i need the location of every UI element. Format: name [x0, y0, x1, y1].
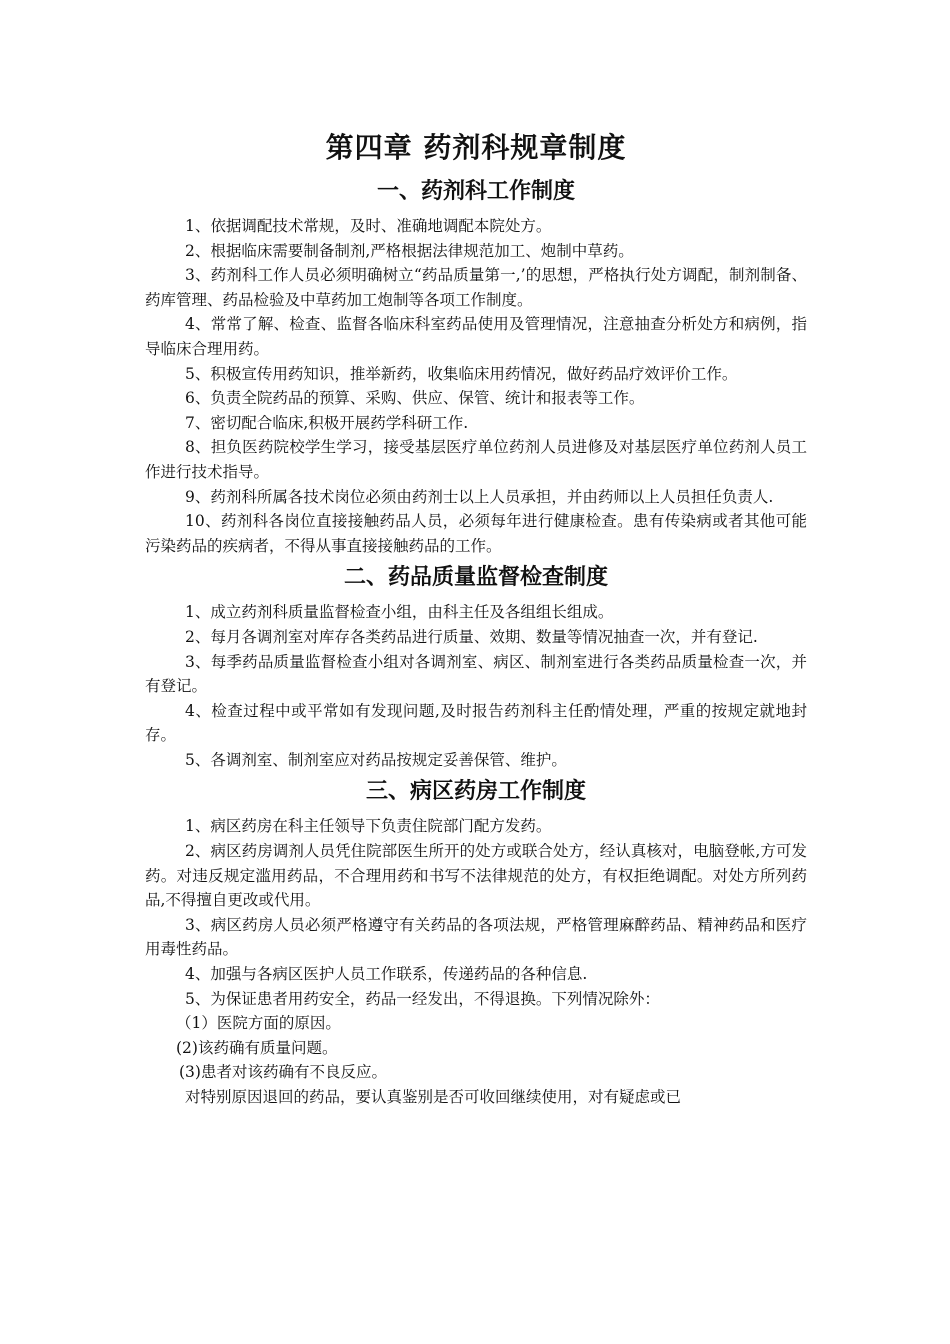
paragraph: 9、药剂科所属各技术岗位必须由药剂士以上人员承担，并由药师以上人员担任负责人.	[185, 487, 774, 506]
paragraph: 1、依据调配技术常规，及时、准确地调配本院处方。	[185, 217, 552, 235]
paragraph: 8、担负医药院校学生学习，接受基层医疗单位药剂人员进修及对基层医疗单位药剂人员工作进行技术指导。	[145, 438, 807, 481]
paragraph: 1、病区药房在科主任领导下负责住院部门配方发药。	[185, 817, 552, 836]
paragraph: 4、加强与各病区医护人员工作联系，传递药品的各种信息.	[185, 965, 588, 984]
paragraph: 4、常常了解、检查、监督各临床科室药品使用及管理情况，注意抽查分析处方和病例，指导临床合理用药。	[145, 315, 807, 358]
section-pharmacy-work-rules	[145, 174, 807, 558]
paragraph: 3、病区药房人员必须严格遵守有关药品的各项法规，严格管理麻醉药品、精神药品和医疗用毒性药品。	[145, 915, 807, 959]
paragraph: 3、每季药品质量监督检查小组对各调剂室、病区、制剂室进行各类药品质量检查一次，并有登记。	[145, 652, 807, 696]
paragraph: 4、检查过程中或平常如有发现问题,及时报告药剂科主任酌情处理，严重的按规定就地封存。	[145, 701, 807, 745]
list-item: (2)该药确有质量问题。	[176, 1038, 338, 1057]
paragraph: 7、密切配合临床,积极开展药学科研工作.	[185, 413, 469, 432]
section-title: 三、病区药房工作制度	[365, 779, 586, 805]
paragraph: 3、药剂科工作人员必须明确树立“药品质量第一,’的思想，严格执行处方调配，制剂制备、药库管理、药品检验及中草药加工炮制等各项工作制度。	[145, 266, 807, 309]
chapter-title: 第四章 药剂科规章制度	[325, 131, 627, 164]
paragraph: 2、每月各调剂室对库存各类药品进行质量、效期、数量等情况抽查一次，并有登记.	[185, 627, 758, 646]
paragraph: 1、成立药剂科质量监督检查小组，由科主任及各组组长组成。	[185, 603, 614, 622]
list-item: （1）医院方面的原因。	[176, 1014, 341, 1033]
document-page	[145, 128, 807, 1112]
paragraph: 5、积极宣传用药知识，推举新药，收集临床用药情况，做好药品疗效评价工作。	[185, 364, 738, 383]
section-drug-quality-inspection	[145, 560, 807, 772]
paragraph: 5、各调剂室、制剂室应对药品按规定妥善保管、维护。	[185, 750, 567, 769]
paragraph: 10、药剂科各岗位直接接触药品人员，必须每年进行健康检查。患有传染病或者其他可能污染药品的疾病者，不得从事直接接触药品的工作。	[145, 512, 807, 555]
paragraph: 6、负责全院药品的预算、采购、供应、保管、统计和报表等工作。	[185, 389, 645, 408]
list-item: (3)患者对该药确有不良反应。	[179, 1063, 387, 1082]
paragraph: 2、病区药房调剂人员凭住院部医生所开的处方或联合处方，经认真核对，电脑登帐,方可发药。对违反规定滥用药品，不合理用药和书写不法律规范的处方，有权拒绝调配。对处方所列药品,不得擅自更改或代用。	[145, 842, 807, 910]
paragraph: 5、为保证患者用药安全，药品一经发出，不得退换。下列情况除外：	[185, 989, 660, 1008]
section-ward-pharmacy-rules	[145, 774, 807, 1109]
paragraph: 2、根据临床需要制备制剂,严格根据法律规范加工、炮制中草药。	[185, 241, 634, 260]
paragraph: 对特别原因退回的药品，要认真鉴别是否可收回继续使用，对有疑虑或已	[185, 1088, 682, 1106]
section-title: 一、药剂科工作制度	[376, 179, 575, 204]
section-title: 二、药品质量监督检查制度	[343, 565, 608, 591]
